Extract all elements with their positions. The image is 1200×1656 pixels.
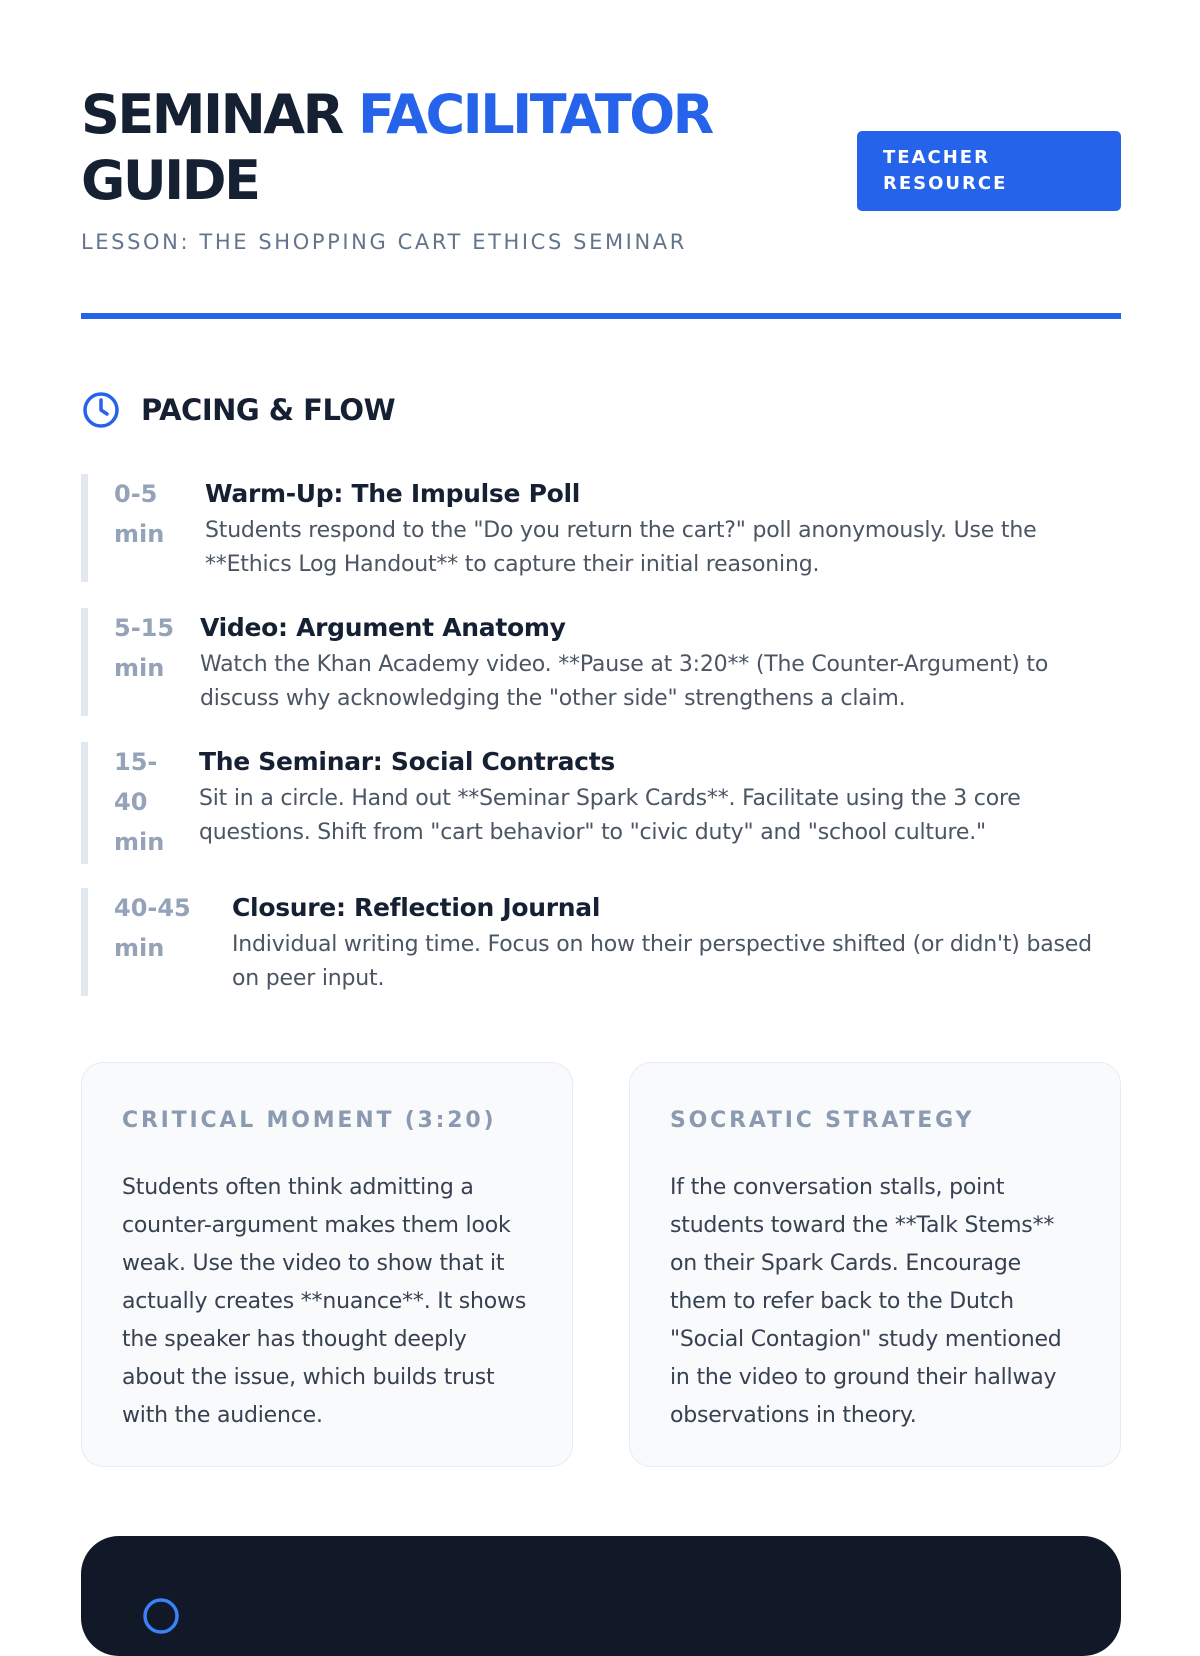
timeline-item (81, 608, 1121, 716)
timeline-item-description: Individual writing time. Focus on how their perspective shifted (or didn't) based on peer input. (232, 932, 1092, 991)
section-title: PACING & FLOW (141, 393, 396, 427)
timeline-body (232, 888, 1121, 996)
dark-callout-card (81, 1536, 1121, 1656)
timeline-item-description: Students respond to the "Do you return the cart?" poll anonymously. Use the **Ethics Log Handout** to capture their initial reasoning. (205, 518, 1037, 577)
time-line: 5-15 (114, 614, 175, 642)
title-part-2: GUIDE (81, 149, 259, 212)
card-text: If the conversation stalls, point students toward the **Talk Stems** on their Spark Cards. Encourage them to refer back to the Dutch "Social Contagion" study mentioned in the video to ground their hallway observations in theory. (670, 1175, 1062, 1428)
timeline-body (200, 608, 1121, 716)
critical-moment-card (81, 1062, 573, 1467)
info-icon (141, 1596, 181, 1636)
card-text: Students often think admitting a counter-argument makes them look weak. Use the video to show that it actually creates **nuance**. It shows the speaker has thought deeply about the issue, which builds trust with the audience. (122, 1175, 527, 1428)
title-part-1: SEMINAR (81, 83, 358, 146)
timeline-item (81, 474, 1121, 582)
timeline-item-title: Closure: Reflection Journal (232, 893, 601, 922)
timeline-item-description: Watch the Khan Academy video. **Pause at 3:20** (The Counter-Argument) to discuss why acknowledging the "other side" strengthens a claim. (200, 652, 1049, 711)
timeline-item (81, 888, 1121, 996)
timeline-time (114, 742, 164, 862)
time-line: 40 (114, 788, 148, 816)
timeline-body (205, 474, 1121, 582)
timeline-item-title: Video: Argument Anatomy (200, 613, 566, 642)
timeline-time (114, 888, 191, 968)
time-line: 40-45 (114, 894, 191, 922)
teacher-resource-badge (857, 131, 1121, 211)
time-unit: min (114, 828, 165, 856)
timeline-time (114, 474, 164, 554)
card-title: SOCRATIC STRATEGY (670, 1108, 975, 1133)
title-accent: FACILITATOR (357, 83, 712, 146)
timeline-item-title: Warm-Up: The Impulse Poll (205, 479, 581, 508)
page-title (81, 82, 841, 214)
time-unit: min (114, 520, 165, 548)
timeline-time (114, 608, 174, 688)
lesson-subtitle: LESSON: THE SHOPPING CART ETHICS SEMINAR (81, 230, 687, 254)
header (81, 82, 1121, 254)
pacing-section-heading (81, 390, 395, 430)
clock-icon (81, 390, 121, 430)
timeline-item-title: The Seminar: Social Contracts (199, 747, 615, 776)
time-unit: min (114, 934, 165, 962)
socratic-strategy-card (629, 1062, 1121, 1467)
card-title: CRITICAL MOMENT (3:20) (122, 1108, 497, 1133)
badge-line-1: TEACHER (883, 147, 990, 168)
badge-line-2: RESOURCE (883, 173, 1008, 194)
time-unit: min (114, 654, 165, 682)
time-line: 15- (114, 748, 158, 776)
timeline-body (199, 742, 1121, 850)
timeline-item (81, 742, 1121, 864)
time-line: 0-5 (114, 480, 158, 508)
header-divider (81, 313, 1121, 319)
timeline-item-description: Sit in a circle. Hand out **Seminar Spark Cards**. Facilitate using the 3 core questions. Shift from "cart behavior" to "civic duty" and "school culture." (199, 786, 1021, 845)
